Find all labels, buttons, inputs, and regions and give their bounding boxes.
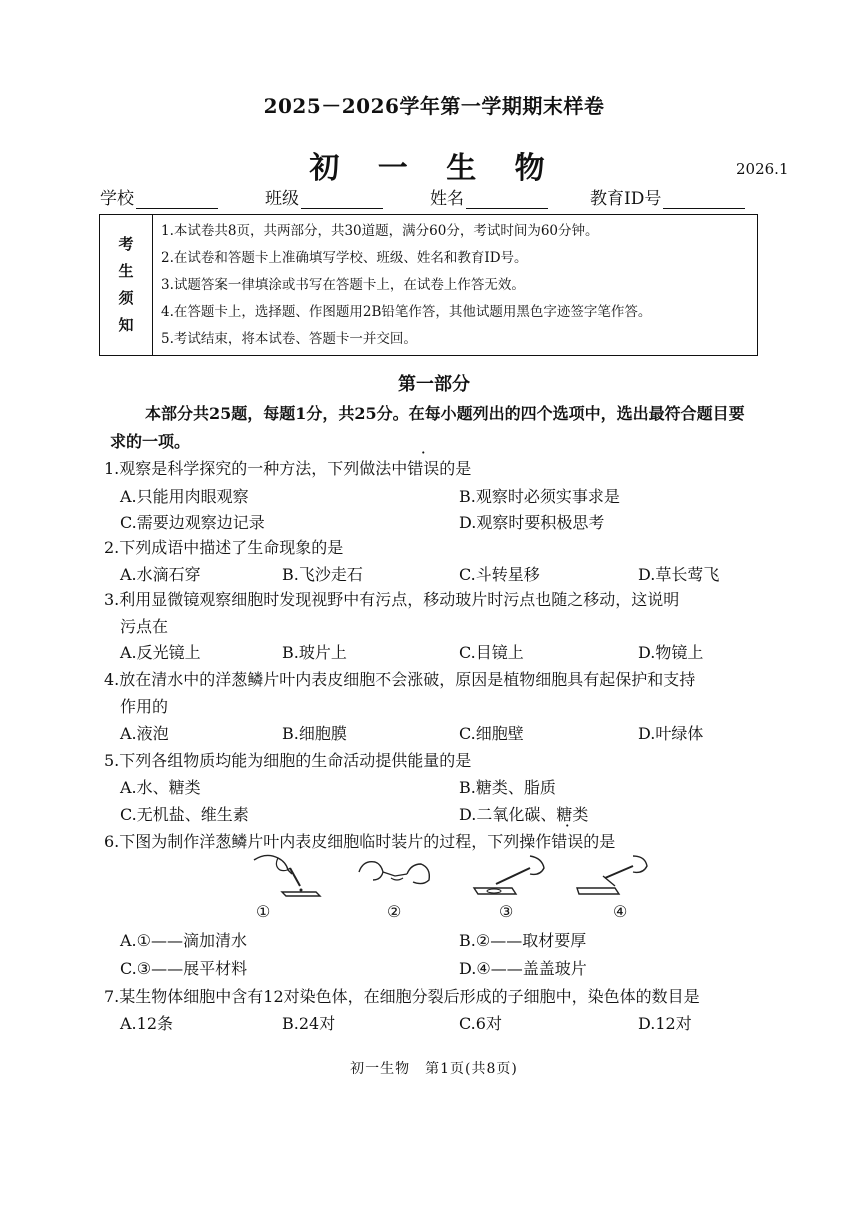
question-3-stem: 3.利用显微镜观察细胞时发现视野中有污点，移动玻片时污点也随之移动，这说明 xyxy=(104,590,680,609)
q4-option-b[interactable]: B.细胞膜 xyxy=(282,724,347,743)
class-blank[interactable] xyxy=(301,190,383,209)
q1-option-c[interactable]: C.需要边观察边记录 xyxy=(120,513,265,532)
notice-items xyxy=(153,215,757,355)
q6-option-d[interactable]: D.④——盖盖玻片 xyxy=(459,959,587,978)
question-7-stem: 7.某生物体细胞中含有12对染色体，在细胞分裂后形成的子细胞中，染色体的数目是 xyxy=(104,987,700,1006)
q7-option-c[interactable]: C.6对 xyxy=(459,1014,502,1033)
notice-item: 3.试题答案一律填涂或书写在答题卡上，在试卷上作答无效。 xyxy=(161,277,525,293)
id-label: 教育ID号 xyxy=(590,189,662,209)
q3-option-c[interactable]: C.目镜上 xyxy=(459,643,524,662)
subject-title: 初 一 生 物 xyxy=(309,151,559,186)
exam-title: 2025－2026学年第一学期期末样卷 xyxy=(263,94,605,118)
q6-option-c[interactable]: C.③——展平材料 xyxy=(120,959,248,978)
exam-notice-box xyxy=(99,214,758,356)
question-4-stem: 4.放在清水中的洋葱鳞片叶内表皮细胞不会涨破，原因是植物细胞具有起保护和支持 xyxy=(104,670,696,689)
question-3-stem-cont: 污点在 xyxy=(120,617,169,636)
page-footer: 初一生物 第1页(共8页) xyxy=(350,1061,518,1077)
q3-option-a[interactable]: A.反光镜上 xyxy=(120,643,201,662)
name-field xyxy=(430,184,548,209)
q7-option-d[interactable]: D.12对 xyxy=(638,1014,692,1033)
q6-option-a[interactable]: A.①——滴加清水 xyxy=(120,931,247,950)
notice-item: 1.本试卷共8页，共两部分，共30道题，满分60分，考试时间为60分钟。 xyxy=(161,223,599,239)
part-intro: 本部分共25题，每题1分，共25分。在每小题列出的四个选项中，选出最符合题目要求的一项。 xyxy=(110,404,745,451)
notice-item: 2.在试卷和答题卡上准确填写学校、班级、姓名和教育ID号。 xyxy=(161,250,528,266)
question-5-stem: 5.下列各组物质均能为细胞的生命活动提供能量的是 xyxy=(104,751,472,770)
question-1-stem: 1.观察是科学探究的一种方法，下列做法中错误的是 xyxy=(104,459,472,478)
figure-label-2: ② xyxy=(387,902,402,921)
q7-option-a[interactable]: A.12条 xyxy=(120,1014,174,1033)
q6-option-b[interactable]: B.②——取材要厚 xyxy=(459,931,587,950)
q1-option-b[interactable]: B.观察时必须实事求是 xyxy=(459,487,620,506)
step1-dropper-illustration xyxy=(248,852,328,902)
emphasis-mark: 错误 xyxy=(551,832,584,851)
school-field xyxy=(100,184,218,209)
notice-side-label: 考 生 须 知 xyxy=(100,215,153,355)
step3-spread-illustration xyxy=(470,852,550,902)
q1-option-d[interactable]: D.观察时要积极思考 xyxy=(459,513,605,532)
step4-coverslip-illustration xyxy=(575,852,655,902)
notice-item: 5.考试结束，将本试卷、答题卡一并交回。 xyxy=(161,331,417,347)
name-blank[interactable] xyxy=(466,190,548,209)
part-title: 第一部分 xyxy=(398,374,470,395)
q5-option-a[interactable]: A.水、糖类 xyxy=(120,778,201,797)
q7-option-b[interactable]: B.24对 xyxy=(282,1014,336,1033)
question-6-stem: 6.下图为制作洋葱鳞片叶内表皮细胞临时装片的过程，下列操作错误的是 xyxy=(104,832,616,851)
q1-option-a[interactable]: A.只能用肉眼观察 xyxy=(120,487,249,506)
q4-option-c[interactable]: C.细胞壁 xyxy=(459,724,524,743)
q4-option-d[interactable]: D.叶绿体 xyxy=(638,724,704,743)
figure-label-3: ③ xyxy=(499,902,514,921)
figure-label-1: ① xyxy=(256,902,271,921)
q2-option-a[interactable]: A.水滴石穿 xyxy=(120,565,201,584)
school-label: 学校 xyxy=(100,189,134,209)
exam-date: 2026.1 xyxy=(736,160,789,178)
emphasis-mark: 错误 xyxy=(407,459,440,478)
school-blank[interactable] xyxy=(136,190,218,209)
q2-option-c[interactable]: C.斗转星移 xyxy=(459,565,540,584)
figure-label-4: ④ xyxy=(613,902,628,921)
q5-option-c[interactable]: C.无机盐、维生素 xyxy=(120,805,249,824)
q3-option-b[interactable]: B.玻片上 xyxy=(282,643,347,662)
q2-option-d[interactable]: D.草长莺飞 xyxy=(638,565,720,584)
question-4-stem-cont: 作用的 xyxy=(120,697,169,716)
q2-option-b[interactable]: B.飞沙走石 xyxy=(282,565,363,584)
name-label: 姓名 xyxy=(430,189,464,209)
q5-option-b[interactable]: B.糖类、脂质 xyxy=(459,778,556,797)
class-field xyxy=(265,184,383,209)
q5-option-d[interactable]: D.二氧化碳、糖类 xyxy=(459,805,589,824)
q4-option-a[interactable]: A.液泡 xyxy=(120,724,169,743)
id-blank[interactable] xyxy=(663,190,745,209)
step2-peel-illustration xyxy=(355,852,435,902)
question-2-stem: 2.下列成语中描述了生命现象的是 xyxy=(104,538,344,557)
q3-option-d[interactable]: D.物镜上 xyxy=(638,643,704,662)
id-field xyxy=(590,184,745,209)
notice-item: 4.在答题卡上，选择题、作图题用2B铅笔作答，其他试题用黑色字迹签字笔作答。 xyxy=(161,304,652,320)
class-label: 班级 xyxy=(265,189,299,209)
